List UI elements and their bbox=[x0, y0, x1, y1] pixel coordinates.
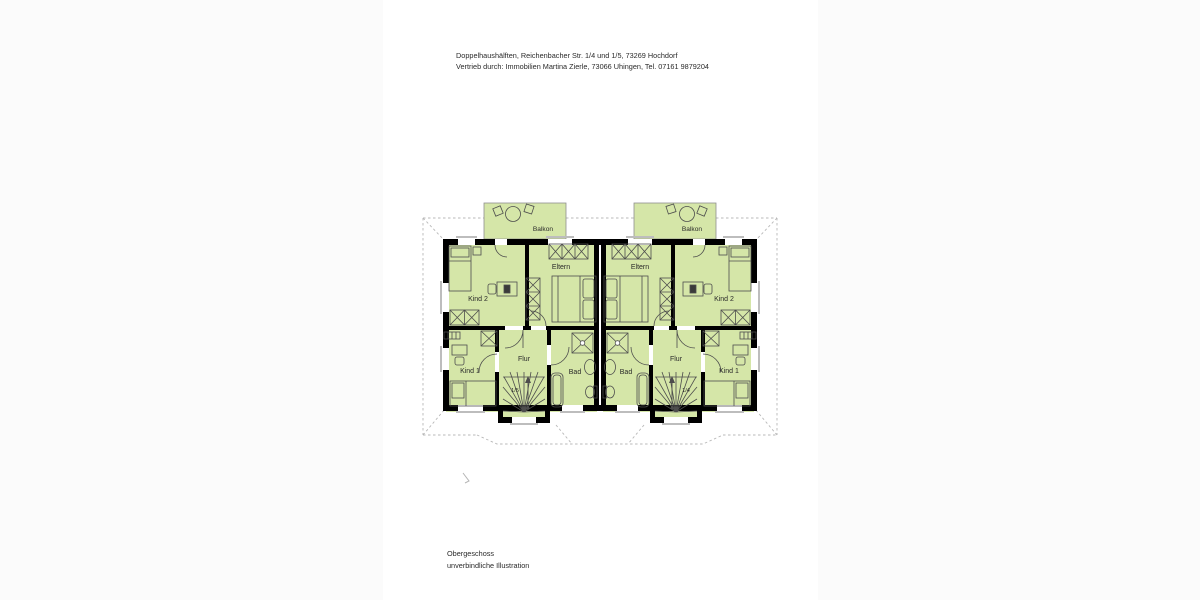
header-line-1: Doppelhaushälften, Reichenbacher Str. 1/4 und 1/5, 73269 Hochdorf bbox=[456, 51, 678, 60]
room-label-kind2-right: Kind 2 bbox=[714, 296, 734, 303]
room-label-kind2-left: Kind 2 bbox=[468, 296, 488, 303]
party-wall bbox=[594, 242, 599, 408]
room-label-balkon-right: Balkon bbox=[681, 226, 703, 233]
room-label-flur-left: Flur bbox=[517, 356, 531, 363]
room-label-eltern-left: Eltern bbox=[551, 264, 571, 271]
unit-right-geometry bbox=[600, 203, 760, 425]
footer-line-2: unverbindliche Illustration bbox=[447, 561, 530, 570]
stray-mark bbox=[463, 473, 469, 483]
room-label-bad-left: Bad bbox=[568, 369, 582, 376]
room-label-bad-right: Bad bbox=[619, 369, 633, 376]
house-number-left: 1/5 bbox=[511, 388, 519, 394]
room-label-kind1-right: Kind 1 bbox=[719, 368, 739, 375]
room-label-eltern-right: Eltern bbox=[630, 264, 650, 271]
balcony bbox=[484, 203, 566, 239]
unit-left-geometry bbox=[440, 203, 600, 425]
room-label-balkon-left: Balkon bbox=[532, 226, 554, 233]
header-line-2: Vertrieb durch: Immobilien Martina Zierle, 73066 Uhingen, Tel. 07161 9879204 bbox=[456, 62, 709, 71]
footer-line-1: Obergeschoss bbox=[447, 549, 495, 558]
room-label-flur-right: Flur bbox=[669, 356, 683, 363]
house-number-right: 1/4 bbox=[682, 388, 690, 394]
room-label-kind1-left: Kind 1 bbox=[460, 368, 480, 375]
